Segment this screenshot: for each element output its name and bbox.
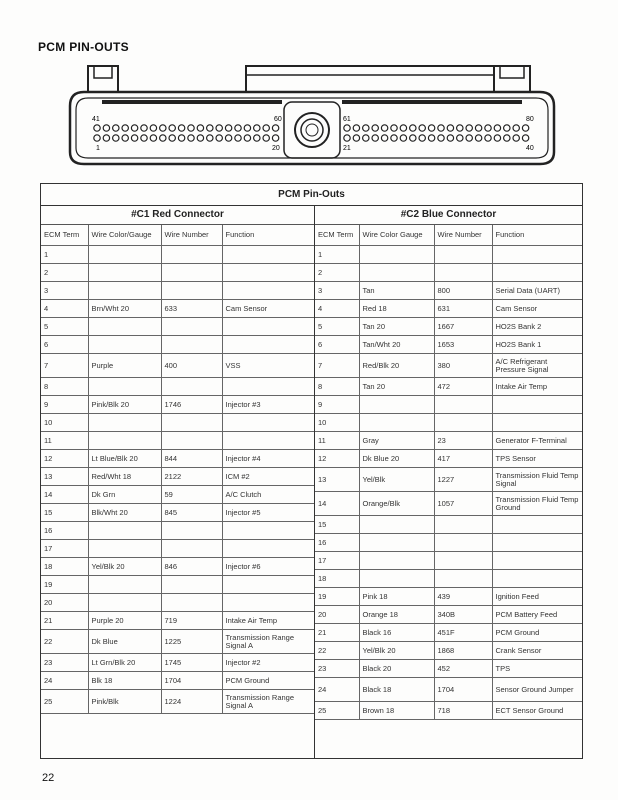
table-cell: 59 bbox=[161, 486, 222, 504]
table-cell bbox=[222, 414, 314, 432]
table-row bbox=[41, 558, 314, 576]
table-cell: Sensor Ground Jumper bbox=[492, 678, 582, 702]
table-cell: Transmission Range Signal A bbox=[222, 690, 314, 714]
table-row bbox=[41, 432, 314, 450]
table-cell: 25 bbox=[315, 702, 359, 720]
table-cell: 12 bbox=[315, 450, 359, 468]
table-cell: 13 bbox=[41, 468, 88, 486]
table-cell: 8 bbox=[41, 378, 88, 396]
table-row bbox=[315, 318, 582, 336]
table-cell: Injector #2 bbox=[222, 654, 314, 672]
table-cell: 14 bbox=[41, 486, 88, 504]
table-cell: 24 bbox=[41, 672, 88, 690]
table-cell: 1 bbox=[315, 246, 359, 264]
table-row bbox=[41, 450, 314, 468]
table-cell: 10 bbox=[315, 414, 359, 432]
table-cell: 1704 bbox=[161, 672, 222, 690]
table-cell: Injector #4 bbox=[222, 450, 314, 468]
table-cell: 844 bbox=[161, 450, 222, 468]
table-cell bbox=[492, 534, 582, 552]
table-cell bbox=[222, 594, 314, 612]
pin-label-20: 20 bbox=[272, 145, 280, 152]
table-row bbox=[41, 522, 314, 540]
table-row bbox=[41, 540, 314, 558]
table-cell: Transmission Fluid Temp Ground bbox=[492, 492, 582, 516]
table-cell bbox=[492, 264, 582, 282]
table-cell: Black 20 bbox=[359, 660, 434, 678]
table-cell: 15 bbox=[315, 516, 359, 534]
table-cell: Red 18 bbox=[359, 300, 434, 318]
table-cell bbox=[222, 264, 314, 282]
table-cell: 5 bbox=[315, 318, 359, 336]
table-row bbox=[315, 336, 582, 354]
table-cell bbox=[88, 246, 161, 264]
table-cell: 1667 bbox=[434, 318, 492, 336]
table-cell bbox=[222, 318, 314, 336]
table-cell bbox=[222, 432, 314, 450]
table-cell: Tan bbox=[359, 282, 434, 300]
table-row bbox=[315, 246, 582, 264]
table-cell bbox=[434, 534, 492, 552]
table-cell: Dk Grn bbox=[88, 486, 161, 504]
pin-label-80: 80 bbox=[526, 116, 534, 123]
table-row bbox=[41, 654, 314, 672]
table-cell: 2 bbox=[41, 264, 88, 282]
table-cell: 18 bbox=[315, 570, 359, 588]
table-cell bbox=[161, 318, 222, 336]
table-cell bbox=[434, 552, 492, 570]
table-cell: 452 bbox=[434, 660, 492, 678]
table-cell: Red/Wht 18 bbox=[88, 468, 161, 486]
table-cell: 9 bbox=[315, 396, 359, 414]
table-row bbox=[41, 672, 314, 690]
table-row bbox=[315, 702, 582, 720]
table-cell bbox=[161, 378, 222, 396]
column-header: ECM Term bbox=[315, 225, 359, 246]
table-row bbox=[41, 612, 314, 630]
table-cell bbox=[434, 570, 492, 588]
table-cell: 18 bbox=[41, 558, 88, 576]
c1-pin-table bbox=[41, 225, 314, 714]
table-cell: 3 bbox=[315, 282, 359, 300]
table-cell: TPS Sensor bbox=[492, 450, 582, 468]
table-cell: Injector #6 bbox=[222, 558, 314, 576]
table-cell: 633 bbox=[161, 300, 222, 318]
table-cell: 24 bbox=[315, 678, 359, 702]
table-cell bbox=[222, 282, 314, 300]
table-cell: Brn/Wht 20 bbox=[88, 300, 161, 318]
table-cell: Transmission Fluid Temp Signal bbox=[492, 468, 582, 492]
table-cell: 22 bbox=[315, 642, 359, 660]
c1-red-connector-section bbox=[41, 206, 315, 759]
table-cell: 2122 bbox=[161, 468, 222, 486]
table-cell: 20 bbox=[315, 606, 359, 624]
column-header: ECM Term bbox=[41, 225, 88, 246]
table-cell: PCM Battery Feed bbox=[492, 606, 582, 624]
table-cell: 2 bbox=[315, 264, 359, 282]
column-header: Function bbox=[222, 225, 314, 246]
pin-label-40: 40 bbox=[526, 145, 534, 152]
table-cell: 21 bbox=[41, 612, 88, 630]
table-row bbox=[41, 246, 314, 264]
table-cell bbox=[434, 264, 492, 282]
table-row bbox=[41, 630, 314, 654]
table-cell: 631 bbox=[434, 300, 492, 318]
table-cell: 3 bbox=[41, 282, 88, 300]
table-cell: 7 bbox=[41, 354, 88, 378]
table-cell bbox=[492, 516, 582, 534]
table-row bbox=[315, 678, 582, 702]
table-cell: Orange 18 bbox=[359, 606, 434, 624]
table-row bbox=[41, 468, 314, 486]
table-row bbox=[315, 624, 582, 642]
table-cell: 23 bbox=[434, 432, 492, 450]
table-cell bbox=[222, 540, 314, 558]
table-cell bbox=[222, 336, 314, 354]
table-cell bbox=[359, 552, 434, 570]
table-cell: 400 bbox=[161, 354, 222, 378]
table-cell bbox=[88, 594, 161, 612]
table-cell: Black 18 bbox=[359, 678, 434, 702]
table-cell bbox=[359, 414, 434, 432]
table-cell: 4 bbox=[41, 300, 88, 318]
table-row bbox=[41, 594, 314, 612]
table-row bbox=[41, 264, 314, 282]
table-row bbox=[315, 570, 582, 588]
mounting-tab-center bbox=[246, 66, 494, 94]
table-cell bbox=[222, 378, 314, 396]
table-cell bbox=[492, 414, 582, 432]
table-cell: 6 bbox=[41, 336, 88, 354]
table-cell: 1 bbox=[41, 246, 88, 264]
table-cell bbox=[359, 264, 434, 282]
table-cell: 11 bbox=[41, 432, 88, 450]
table-row bbox=[41, 486, 314, 504]
table-cell: 800 bbox=[434, 282, 492, 300]
table-cell: 11 bbox=[315, 432, 359, 450]
table-cell bbox=[161, 540, 222, 558]
table-row bbox=[315, 468, 582, 492]
table-cell: Pink/Blk bbox=[88, 690, 161, 714]
table-row bbox=[315, 552, 582, 570]
table-cell: A/C Clutch bbox=[222, 486, 314, 504]
table-cell bbox=[88, 540, 161, 558]
table-row bbox=[315, 432, 582, 450]
table-row bbox=[315, 264, 582, 282]
table-row bbox=[315, 300, 582, 318]
pin-label-41: 41 bbox=[92, 116, 100, 123]
table-cell: 23 bbox=[315, 660, 359, 678]
table-row bbox=[41, 576, 314, 594]
table-cell bbox=[161, 264, 222, 282]
table-cell: Lt Blue/Blk 20 bbox=[88, 450, 161, 468]
table-row bbox=[315, 492, 582, 516]
table-cell: 16 bbox=[41, 522, 88, 540]
table-cell: 16 bbox=[315, 534, 359, 552]
column-header: Wire Color/Gauge bbox=[88, 225, 161, 246]
table-cell bbox=[161, 246, 222, 264]
table-cell: PCM Ground bbox=[222, 672, 314, 690]
table-cell: 719 bbox=[161, 612, 222, 630]
table-row bbox=[41, 690, 314, 714]
table-row bbox=[41, 336, 314, 354]
table-cell: 17 bbox=[41, 540, 88, 558]
table-row bbox=[315, 378, 582, 396]
table-title: PCM Pin-Outs bbox=[41, 184, 582, 206]
table-cell bbox=[492, 552, 582, 570]
pcm-connector-diagram bbox=[64, 58, 560, 168]
table-cell: 1745 bbox=[161, 654, 222, 672]
page-number: 22 bbox=[42, 772, 55, 784]
table-cell bbox=[359, 570, 434, 588]
table-cell: Brown 18 bbox=[359, 702, 434, 720]
c2-pin-table bbox=[315, 225, 582, 720]
c1-heading: #C1 Red Connector bbox=[41, 206, 314, 225]
table-cell: 19 bbox=[315, 588, 359, 606]
table-cell bbox=[88, 522, 161, 540]
table-cell: PCM Ground bbox=[492, 624, 582, 642]
table-cell: 4 bbox=[315, 300, 359, 318]
column-header: Function bbox=[492, 225, 582, 246]
table-cell: Ignition Feed bbox=[492, 588, 582, 606]
table-cell: 12 bbox=[41, 450, 88, 468]
table-cell bbox=[88, 264, 161, 282]
table-row bbox=[41, 378, 314, 396]
table-cell: Injector #3 bbox=[222, 396, 314, 414]
table-row bbox=[315, 396, 582, 414]
table-cell: HO2S Bank 1 bbox=[492, 336, 582, 354]
table-cell: Transmission Range Signal A bbox=[222, 630, 314, 654]
table-cell: 7 bbox=[315, 354, 359, 378]
table-cell: 22 bbox=[41, 630, 88, 654]
table-cell: 340B bbox=[434, 606, 492, 624]
table-cell bbox=[88, 282, 161, 300]
column-header: Wire Number bbox=[434, 225, 492, 246]
table-cell: 1704 bbox=[434, 678, 492, 702]
table-cell: Red/Blk 20 bbox=[359, 354, 434, 378]
table-cell: 846 bbox=[161, 558, 222, 576]
table-cell bbox=[88, 336, 161, 354]
table-cell: Intake Air Temp bbox=[492, 378, 582, 396]
table-cell: 10 bbox=[41, 414, 88, 432]
table-cell: Tan 20 bbox=[359, 378, 434, 396]
table-cell: 9 bbox=[41, 396, 88, 414]
table-cell bbox=[88, 432, 161, 450]
table-row bbox=[41, 318, 314, 336]
table-cell: 25 bbox=[41, 690, 88, 714]
table-row bbox=[315, 534, 582, 552]
table-cell bbox=[359, 396, 434, 414]
table-cell: Serial Data (UART) bbox=[492, 282, 582, 300]
table-cell: Yel/Blk 20 bbox=[88, 558, 161, 576]
table-cell: 1653 bbox=[434, 336, 492, 354]
table-cell bbox=[492, 246, 582, 264]
table-cell: 15 bbox=[41, 504, 88, 522]
table-row bbox=[41, 396, 314, 414]
table-cell: 20 bbox=[41, 594, 88, 612]
table-cell: A/C Refrigerant Pressure Signal bbox=[492, 354, 582, 378]
table-cell: Blk/Wht 20 bbox=[88, 504, 161, 522]
table-cell: 8 bbox=[315, 378, 359, 396]
table-cell bbox=[88, 414, 161, 432]
pin-label-21: 21 bbox=[343, 145, 351, 152]
table-cell bbox=[222, 576, 314, 594]
table-cell: Yel/Blk bbox=[359, 468, 434, 492]
table-row bbox=[315, 354, 582, 378]
table-cell: Tan 20 bbox=[359, 318, 434, 336]
table-cell: 718 bbox=[434, 702, 492, 720]
table-cell: Black 16 bbox=[359, 624, 434, 642]
table-cell: 19 bbox=[41, 576, 88, 594]
table-cell: Cam Sensor bbox=[222, 300, 314, 318]
table-cell: ICM #2 bbox=[222, 468, 314, 486]
table-cell: TPS bbox=[492, 660, 582, 678]
table-cell: Cam Sensor bbox=[492, 300, 582, 318]
table-cell: 21 bbox=[315, 624, 359, 642]
table-cell: Intake Air Temp bbox=[222, 612, 314, 630]
table-cell: 439 bbox=[434, 588, 492, 606]
table-cell: Pink 18 bbox=[359, 588, 434, 606]
table-cell: Injector #5 bbox=[222, 504, 314, 522]
table-cell: Pink/Blk 20 bbox=[88, 396, 161, 414]
c2-blue-connector-section bbox=[315, 206, 582, 759]
table-cell: Purple 20 bbox=[88, 612, 161, 630]
table-cell: 23 bbox=[41, 654, 88, 672]
table-cell: 845 bbox=[161, 504, 222, 522]
pin-label-61: 61 bbox=[343, 116, 351, 123]
table-cell: Generator F-Terminal bbox=[492, 432, 582, 450]
table-cell: Tan/Wht 20 bbox=[359, 336, 434, 354]
table-row bbox=[315, 606, 582, 624]
table-cell: 417 bbox=[434, 450, 492, 468]
table-row bbox=[315, 588, 582, 606]
table-cell: Yel/Blk 20 bbox=[359, 642, 434, 660]
table-cell bbox=[434, 246, 492, 264]
table-cell: 472 bbox=[434, 378, 492, 396]
table-cell bbox=[492, 396, 582, 414]
table-cell: HO2S Bank 2 bbox=[492, 318, 582, 336]
table-cell bbox=[359, 534, 434, 552]
table-cell bbox=[161, 594, 222, 612]
table-cell: 1224 bbox=[161, 690, 222, 714]
table-cell bbox=[161, 414, 222, 432]
table-cell: Lt Grn/Blk 20 bbox=[88, 654, 161, 672]
table-cell: ECT Sensor Ground bbox=[492, 702, 582, 720]
table-cell bbox=[434, 396, 492, 414]
column-header: Wire Color Gauge bbox=[359, 225, 434, 246]
table-row bbox=[315, 642, 582, 660]
pin-label-1: 1 bbox=[96, 145, 100, 152]
table-row bbox=[315, 282, 582, 300]
table-cell: 451F bbox=[434, 624, 492, 642]
table-cell bbox=[161, 522, 222, 540]
page-title: PCM PIN-OUTS bbox=[38, 40, 129, 54]
table-cell bbox=[161, 282, 222, 300]
table-cell: Purple bbox=[88, 354, 161, 378]
table-cell: Blk 18 bbox=[88, 672, 161, 690]
table-cell: 380 bbox=[434, 354, 492, 378]
table-cell: Orange/Blk bbox=[359, 492, 434, 516]
table-cell: VSS bbox=[222, 354, 314, 378]
table-cell bbox=[359, 246, 434, 264]
table-row bbox=[315, 450, 582, 468]
table-cell: 5 bbox=[41, 318, 88, 336]
table-cell bbox=[434, 414, 492, 432]
table-cell bbox=[88, 318, 161, 336]
c2-heading: #C2 Blue Connector bbox=[315, 206, 582, 225]
column-header: Wire Number bbox=[161, 225, 222, 246]
table-cell: Dk Blue 20 bbox=[359, 450, 434, 468]
table-cell: Gray bbox=[359, 432, 434, 450]
table-row bbox=[315, 414, 582, 432]
pcm-pinout-table bbox=[40, 183, 583, 759]
table-cell: 1746 bbox=[161, 396, 222, 414]
table-row bbox=[41, 354, 314, 378]
pin-label-60: 60 bbox=[274, 116, 282, 123]
table-cell bbox=[88, 576, 161, 594]
table-cell bbox=[434, 516, 492, 534]
table-cell: 6 bbox=[315, 336, 359, 354]
table-cell: 1868 bbox=[434, 642, 492, 660]
table-cell: 17 bbox=[315, 552, 359, 570]
table-row bbox=[41, 282, 314, 300]
table-cell bbox=[222, 246, 314, 264]
table-cell: Crank Sensor bbox=[492, 642, 582, 660]
table-row bbox=[41, 504, 314, 522]
table-cell bbox=[161, 576, 222, 594]
table-cell bbox=[88, 378, 161, 396]
table-cell bbox=[161, 432, 222, 450]
table-cell: 1225 bbox=[161, 630, 222, 654]
table-row bbox=[315, 660, 582, 678]
table-cell bbox=[222, 522, 314, 540]
table-row bbox=[41, 414, 314, 432]
table-cell: 1227 bbox=[434, 468, 492, 492]
table-cell bbox=[492, 570, 582, 588]
table-cell: 14 bbox=[315, 492, 359, 516]
table-cell: 1057 bbox=[434, 492, 492, 516]
table-cell: Dk Blue bbox=[88, 630, 161, 654]
table-row bbox=[41, 300, 314, 318]
table-row bbox=[315, 516, 582, 534]
table-cell bbox=[161, 336, 222, 354]
table-cell bbox=[359, 516, 434, 534]
table-cell: 13 bbox=[315, 468, 359, 492]
